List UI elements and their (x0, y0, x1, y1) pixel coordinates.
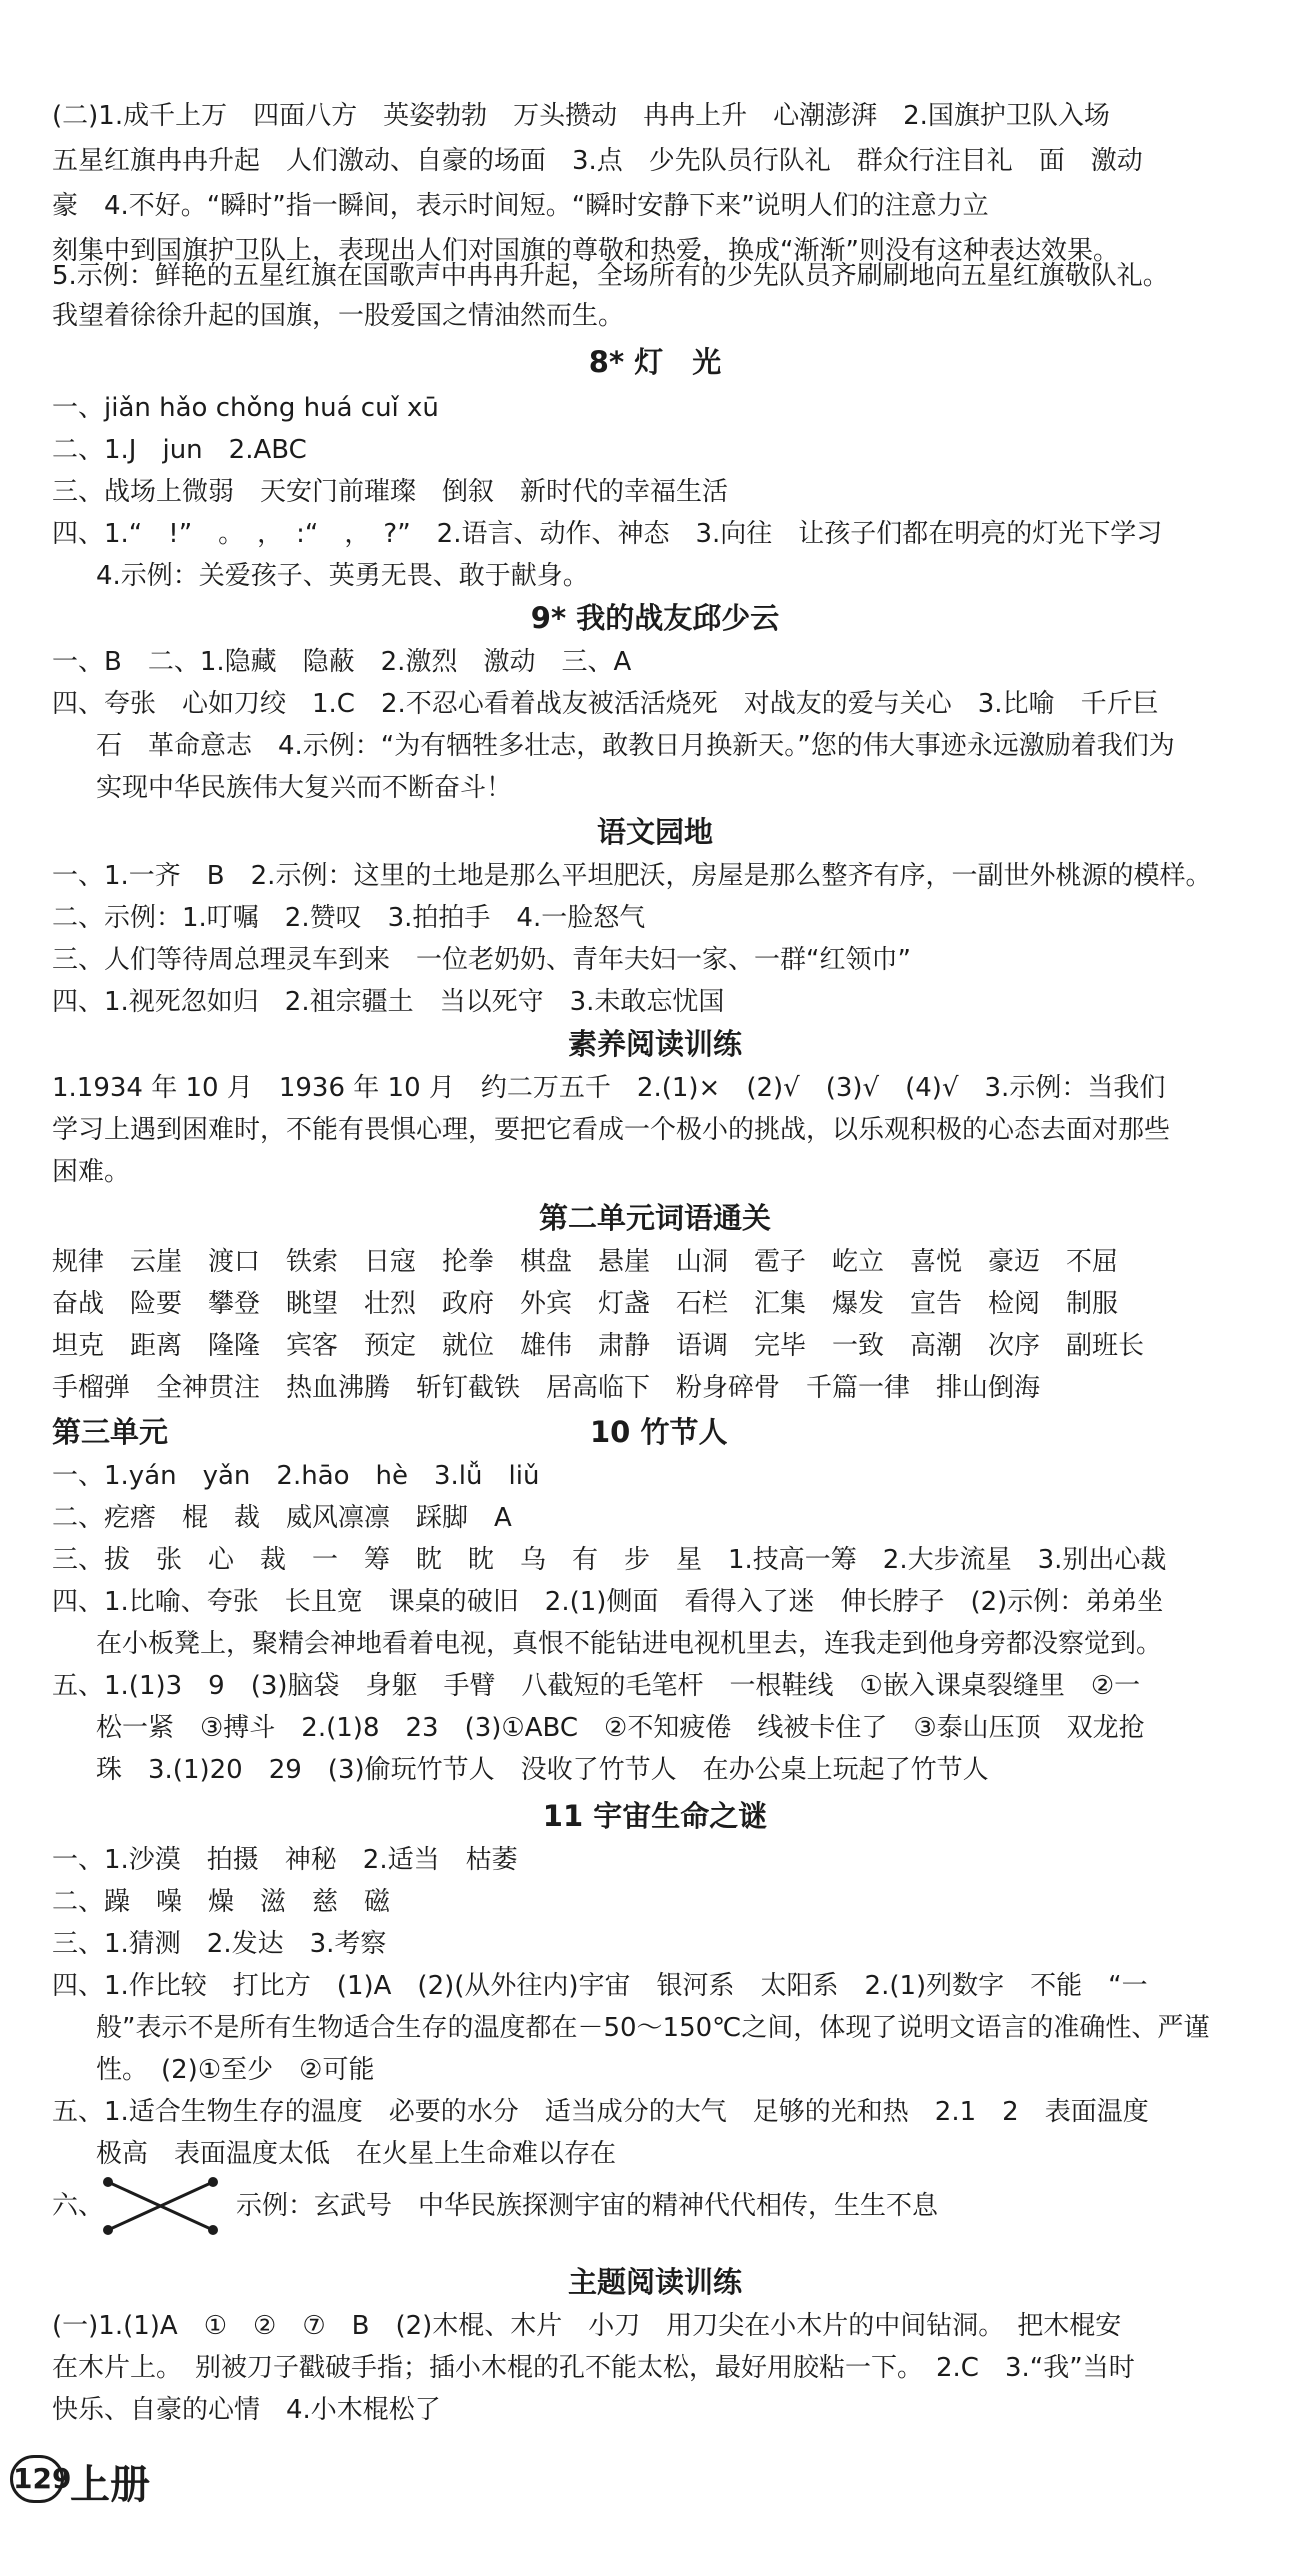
answer-page: (二)1.成千上万 四面八方 英姿勃勃 万头攒动 冉冉上升 心潮澎湃 2.国旗护卫队入场 五星红旗冉冉升起 人们激动、自豪的场面 3.点 少先队员行队礼 群众行注目礼 面 激动 豪 4.不好。“瞬时”指一瞬间，表示时间短。“瞬时安静下来”说明人们的注意力立 刻集中到国旗护卫队上，表现出人们对国旗的尊敬和热爱，换成“渐渐”则没有这种表达效果。 5.示例：鲜艳的五星红旗在国歌声中冉冉升起，全场所有的少先队员齐刷刷地向五星红旗敬队礼。 我望着徐徐升起的国旗，一股爱国之情油然而生。 8* 灯 光 一、jiǎn hǎo chǒng huá cuǐ xū 二、1.J jun 2.ABC 三、战场上微弱 天安门前璀璨 倒叙 新时代的幸福生活 四、1.“ !” 。 ， :“ ， ?” 2.语言、动作、神态 3.向往 让孩子们都在明亮的灯光下学习 4.示例：关爱孩子、英勇无畏、敢于献身。 9* 我的战友邱少云 一、B 二、1.隐藏 隐蔽 2.激烈 激动 三、A 四、夸张 心如刀绞 1.C 2.不忍心看着战友被活活烧死 对战友的爱与关心 3.比喻 千斤巨 石 革命意志 4.示例：“为有牺牲多壮志，敢教日月换新天。”您的伟大事迹永远激励着我们为 实现中华民族伟大复兴而不断奋斗！ 语文园地 一、1.一齐 B 2.示例：这里的土地是那么平坦肥沃，房屋是那么整齐有序，一副世外桃源的模样。 二、示例：1.叮嘱 2.赞叹 3.拍拍手 4.一脸怒气 三、人们等待周总理灵车到来 一位老奶奶、青年夫妇一家、一群“红领巾” 四、1.视死忽如归 2.祖宗疆土 当以死守 3.未敢忘忧国 素养阅读训练 1.1934 年 10 月 1936 年 10 月 约二万五千 2.(1)× (2)√ (3)√ (4)√ 3.示例：当我们 学习上遇到困难时，不能有畏惧心理，要把它看成一个极小的挑战，以乐观积极的心态去面对那些 困难。 第二单元词语通关 规律 云崖 渡口 铁索 日寇 抡拳 棋盘 悬崖 山洞 雹子 屹立 喜悦 豪迈 不屈 奋战 险要 攀登 眺望 壮烈 政府 外宾 灯盏 石栏 汇集 爆发 宣告 检阅 制服 坦克 距离 隆隆 宾客 预定 就位 雄伟 肃静 语调 完毕 一致 高潮 次序 副班长 手榴弹 全神贯注 热血沸腾 斩钉截铁 居高临下 粉身碎骨 千篇一律 排山倒海 第三单元 10 竹节人 一、1.yán yǎn 2.hāo hè 3.lǚ liǔ 二、疙瘩 棍 裁 威风凛凛 踩脚 A 三、拔 张 心 裁 一 筹 眈 眈 乌 有 步 星 1.技高一筹 2.大步流星 3.别出心裁 四、1.比喻、夸张 长且宽 课桌的破旧 2.(1)侧面 看得入了迷 伸长脖子 (2)示例：弟弟坐 在小板凳上，聚精会神地看着电视，真恨不能钻进电视机里去，连我走到他身旁都没察觉到。 五、1.(1)3 9 (3)脑袋 身躯 手臂 八截短的毛笔杆 一根鞋线 ①嵌入课桌裂缝里 ②一 松一紧 ③搏斗 2.(1)8 23 (3)①ABC ②不知疲倦 线被卡住了 ③泰山压顶 双龙抢 珠 3.(1)20 29 (3)偷玩竹节人 没收了竹节人 在办公桌上玩起了竹节人 11 宇宙生命之谜 一、1.沙漠 拍摄 神秘 2.适当 枯萎 二、躁 噪 燥 滋 慈 磁 三、1.猜测 2.发达 3.考察 四、1.作比较 打比方 (1)A (2)(从外往内)宇宙 银河系 太阳系 2.(1)列数字 不能 “一 般”表示不是所有生物适合生存的温度都在－50～150℃之间，体现了说明文语言的准确性、严谨 性。 (2)①至少 ②可能 五、1.适合生物生存的温度 必要的水分 适当成分的大气 足够的光和热 2.1 2 表面温度 极高 表面温度太低 在火星上生命难以存在 六、 示例：玄武号 中华民族探测宇宙的精神代代相传，生生不息 主题阅读训练 (一)1.(1)A ① ② ⑦ B (2)木棍、木片 小刀 用刀尖在小木片的中间钻洞。 把木棍安 在木片上。 别被刀子戳破手指；插小木棍的孔不能太松，最好用胶粘一下。 2.C 3.“我”当时 快乐、自豪的心情 4.小木棍松了 129 上册 (0, 0, 1310, 2561)
match-dot (208, 2225, 218, 2235)
page-number: 129 (10, 2455, 64, 2503)
matching-lines-diagram (98, 2172, 228, 2242)
volume-label: 上册 (70, 2462, 150, 2508)
lesson-heading: 11 宇宙生命之谜 (542, 1799, 768, 1833)
unit-title: 第三单元 (52, 1415, 169, 1449)
section-heading: 主题阅读训练 (567, 2265, 742, 2299)
match-dot (208, 2177, 218, 2187)
lesson-heading: 10 竹节人 (590, 1415, 728, 1449)
lesson-heading: 8* 灯 光 (588, 345, 722, 379)
section-heading: 素养阅读训练 (567, 1027, 742, 1061)
match-dot (103, 2177, 113, 2187)
section-heading: 第二单元词语通关 (538, 1201, 771, 1235)
lesson-heading: 9* 我的战友邱少云 (530, 601, 780, 635)
match-dot (103, 2225, 113, 2235)
section-heading: 语文园地 (596, 815, 713, 849)
